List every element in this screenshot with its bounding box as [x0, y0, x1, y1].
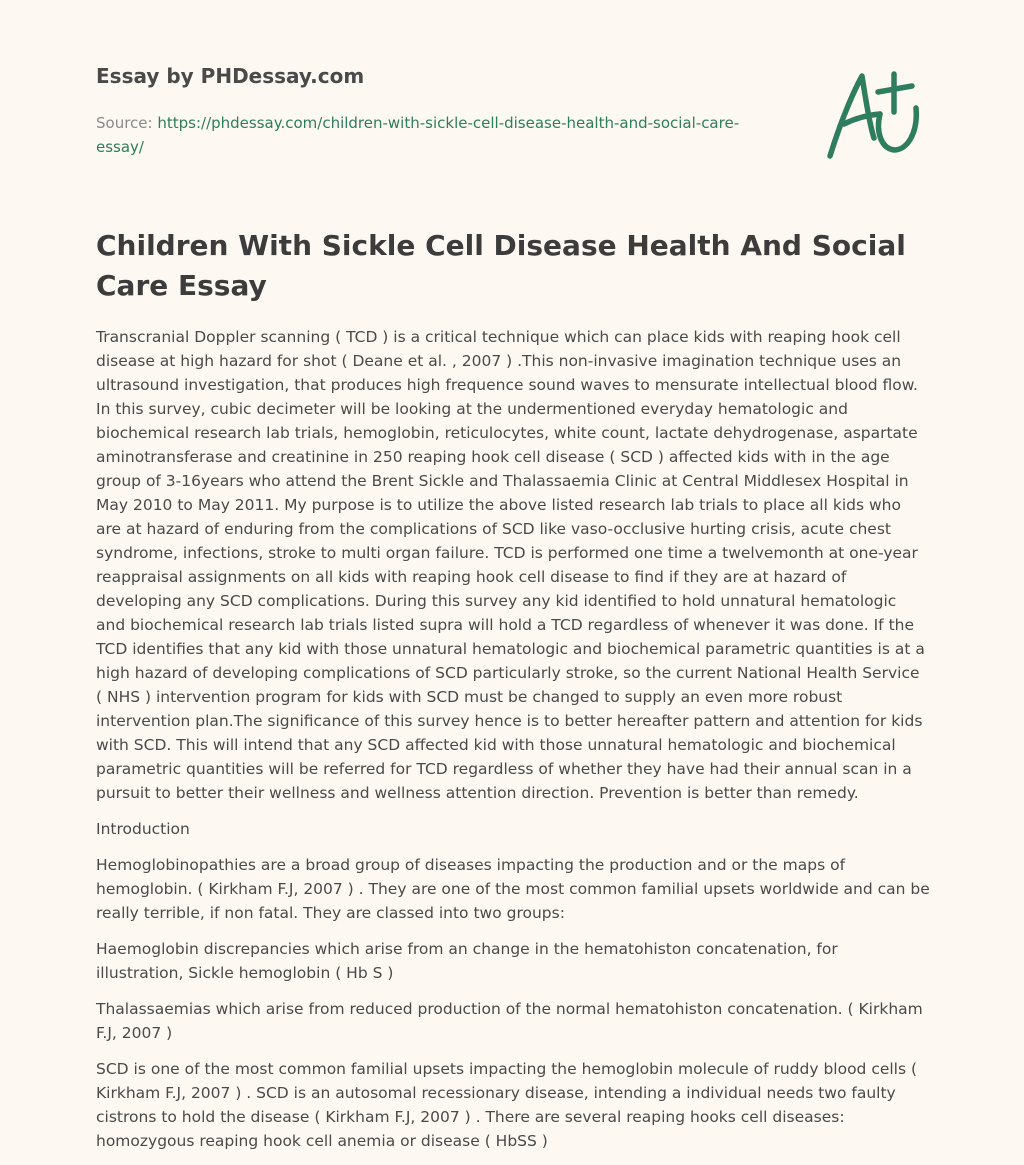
paragraph: Hemoglobinopathies are a broad group of diseases impacting the production and or the maps of hemoglobin. ( Kirkham F.J, 2007 ) . They are one of the most common familial upsets worldwide and can be really terrible, if non fatal. They are classed into two groups: [96, 856, 930, 922]
section-heading-introduction: Introduction [96, 820, 190, 838]
a-plus-grade-icon [822, 68, 926, 164]
source-label: Source: [96, 114, 153, 132]
site-brand: Essay by PHDessay.com [96, 64, 365, 88]
paragraph: SCD is one of the most common familial upsets impacting the hemoglobin molecule of ruddy blood cells ( Kirkham F.J, 2007 ) . SCD is an autosomal recessionary disease, intending a individual needs two faulty cistrons to hold the disease ( Kirkham F.J, 2007 ) . There are several reaping hooks cell diseases: homozygous reaping hook cell anemia or disease ( HbSS ) [96, 1060, 918, 1150]
essay-body [96, 325, 930, 1165]
paragraph: Haemoglobin discrepancies which arise from an change in the hematohiston concatenation, for illustration, Sickle hemoglobin ( Hb S ) [96, 940, 838, 982]
source-line [96, 111, 776, 159]
essay-title: Children With Sickle Cell Disease Health And Social Care Essay [96, 229, 906, 302]
paragraph-abstract: Transcranial Doppler scanning ( TCD ) is a critical technique which can place kids with reaping hook cell disease at high hazard for shot ( Deane et al. , 2007 ) .This non-invasive imagination technique uses an ultrasound investigation, that produces high frequence sound waves to mensurate intellectual blood flow. In this survey, cubic decimeter will be looking at the undermentioned everyday hematologic and biochemical research lab trials, hemoglobin, reticulocytes, white count, lactate dehydrogenase, aspartate aminotransferase and creatinine in 250 reaping hook cell disease ( SCD ) affected kids with in the age group of 3-16years who attend the Brent Sickle and Thalassaemia Clinic at Central Middlesex Hospital in May 2010 to May 2011. My purpose is to utilize the above listed research lab trials to place all kids who are at hazard of enduring from the complications of SCD like vaso-occlusive hurting crisis, acute chest syndrome, infections, stroke to multi organ failure. TCD is performed one time a twelvemonth at one-year reappraisal assignments on all kids with reaping hook cell disease to find if they are at hazard of developing any SCD complications. During this survey any kid identified to hold unnatural hematologic and biochemical research lab trials listed supra will hold a TCD regardless of whenever it was done. If the TCD identifies that any kid with those unnatural hematologic and biochemical parametric quantities is at a high hazard of developing complications of SCD particularly stroke, so the current National Health Service ( NHS ) intervention program for kids with SCD must be changed to supply an even more robust intervention plan.The significance of this survey hence is to better hereafter pattern and attention for kids with SCD. This will intend that any SCD affected kid with those unnatural hematologic and biochemical parametric quantities will be referred for TCD regardless of whether they have had their annual scan in a pursuit to better their wellness and wellness attention direction. Prevention is better than remedy. [96, 328, 925, 802]
paragraph: Thalassaemias which arise from reduced production of the normal hematohiston concatenation. ( Kirkham F.J, 2007 ) [96, 1000, 923, 1042]
source-link[interactable]: https://phdessay.com/children-with-sickle-cell-disease-health-and-social-care-essay/ [96, 114, 740, 156]
